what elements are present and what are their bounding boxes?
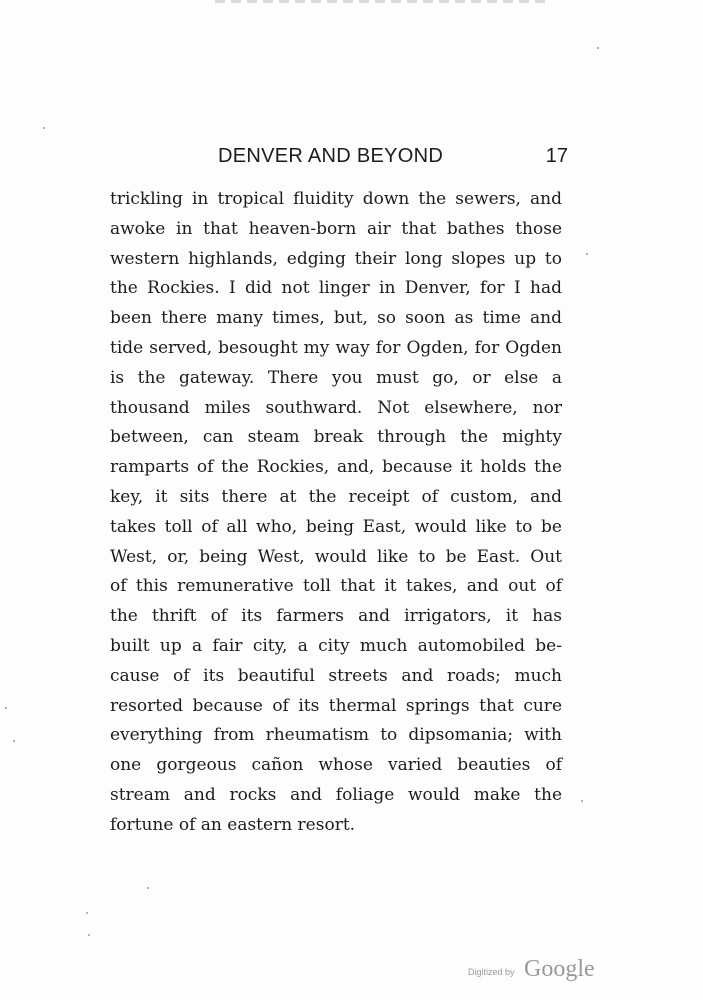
- text-line: West, or, being West, would like to be East. Out: [110, 546, 562, 567]
- watermark-prefix: Digitized by: [468, 967, 515, 977]
- text-line: fortune of an eastern resort.: [110, 814, 356, 835]
- google-watermark: [466, 948, 616, 988]
- running-title: DENVER AND BEYOND: [218, 145, 444, 167]
- watermark-brand: Google: [524, 956, 595, 982]
- scan-speck: [586, 253, 588, 255]
- scan-speck: [13, 740, 15, 742]
- text-line: western highlands, edging their long slopes up to: [110, 248, 562, 269]
- scan-speck: [5, 707, 7, 709]
- text-line: trickling in tropical fluidity down the sewers, and: [110, 189, 562, 209]
- running-header: [110, 142, 568, 170]
- text-line: resorted because of its thermal springs that cure: [110, 695, 562, 716]
- body-paragraph: [110, 185, 562, 841]
- scan-speck: [597, 47, 599, 49]
- text-line: is the gateway. There you must go, or else a: [110, 367, 562, 388]
- text-line: tide served, besought my way for Ogden, for Ogden: [110, 337, 562, 358]
- text-line: the Rockies. I did not linger in Denver, for I had: [110, 278, 562, 299]
- text-line: built up a fair city, a city much automobiled be-: [110, 635, 562, 656]
- google-watermark-logo: [466, 948, 616, 988]
- text-line: the thrift of its farmers and irrigators, it has: [110, 606, 562, 627]
- text-line: awoke in that heaven-born air that bathes those: [110, 218, 562, 239]
- text-line: ramparts of the Rockies, and, because it holds the: [110, 457, 562, 478]
- text-line: between, can steam break through the mighty: [110, 427, 562, 448]
- text-line: stream and rocks and foliage would make the: [110, 784, 562, 805]
- text-line: of this remunerative toll that it takes, and out of: [110, 576, 562, 597]
- page-number: 17: [545, 145, 568, 167]
- scan-speck: [147, 887, 149, 889]
- text-line: everything from rheumatism to dipsomania; with: [110, 725, 562, 746]
- scan-speck: [86, 912, 88, 914]
- text-line: cause of its beautiful streets and roads; much: [110, 665, 562, 686]
- text-line: takes toll of all who, being East, would like to be: [110, 516, 562, 537]
- text-line: been there many times, but, so soon as time and: [110, 308, 562, 329]
- scan-speck: [43, 127, 45, 129]
- text-line: one gorgeous cañon whose varied beauties of: [110, 755, 562, 776]
- scan-speck: [581, 800, 583, 802]
- top-edge-bleed: [215, 0, 545, 3]
- text-line: key, it sits there at the receipt of custom, and: [110, 486, 562, 507]
- scan-speck: [88, 934, 90, 936]
- text-line: thousand miles southward. Not elsewhere, nor: [110, 397, 562, 418]
